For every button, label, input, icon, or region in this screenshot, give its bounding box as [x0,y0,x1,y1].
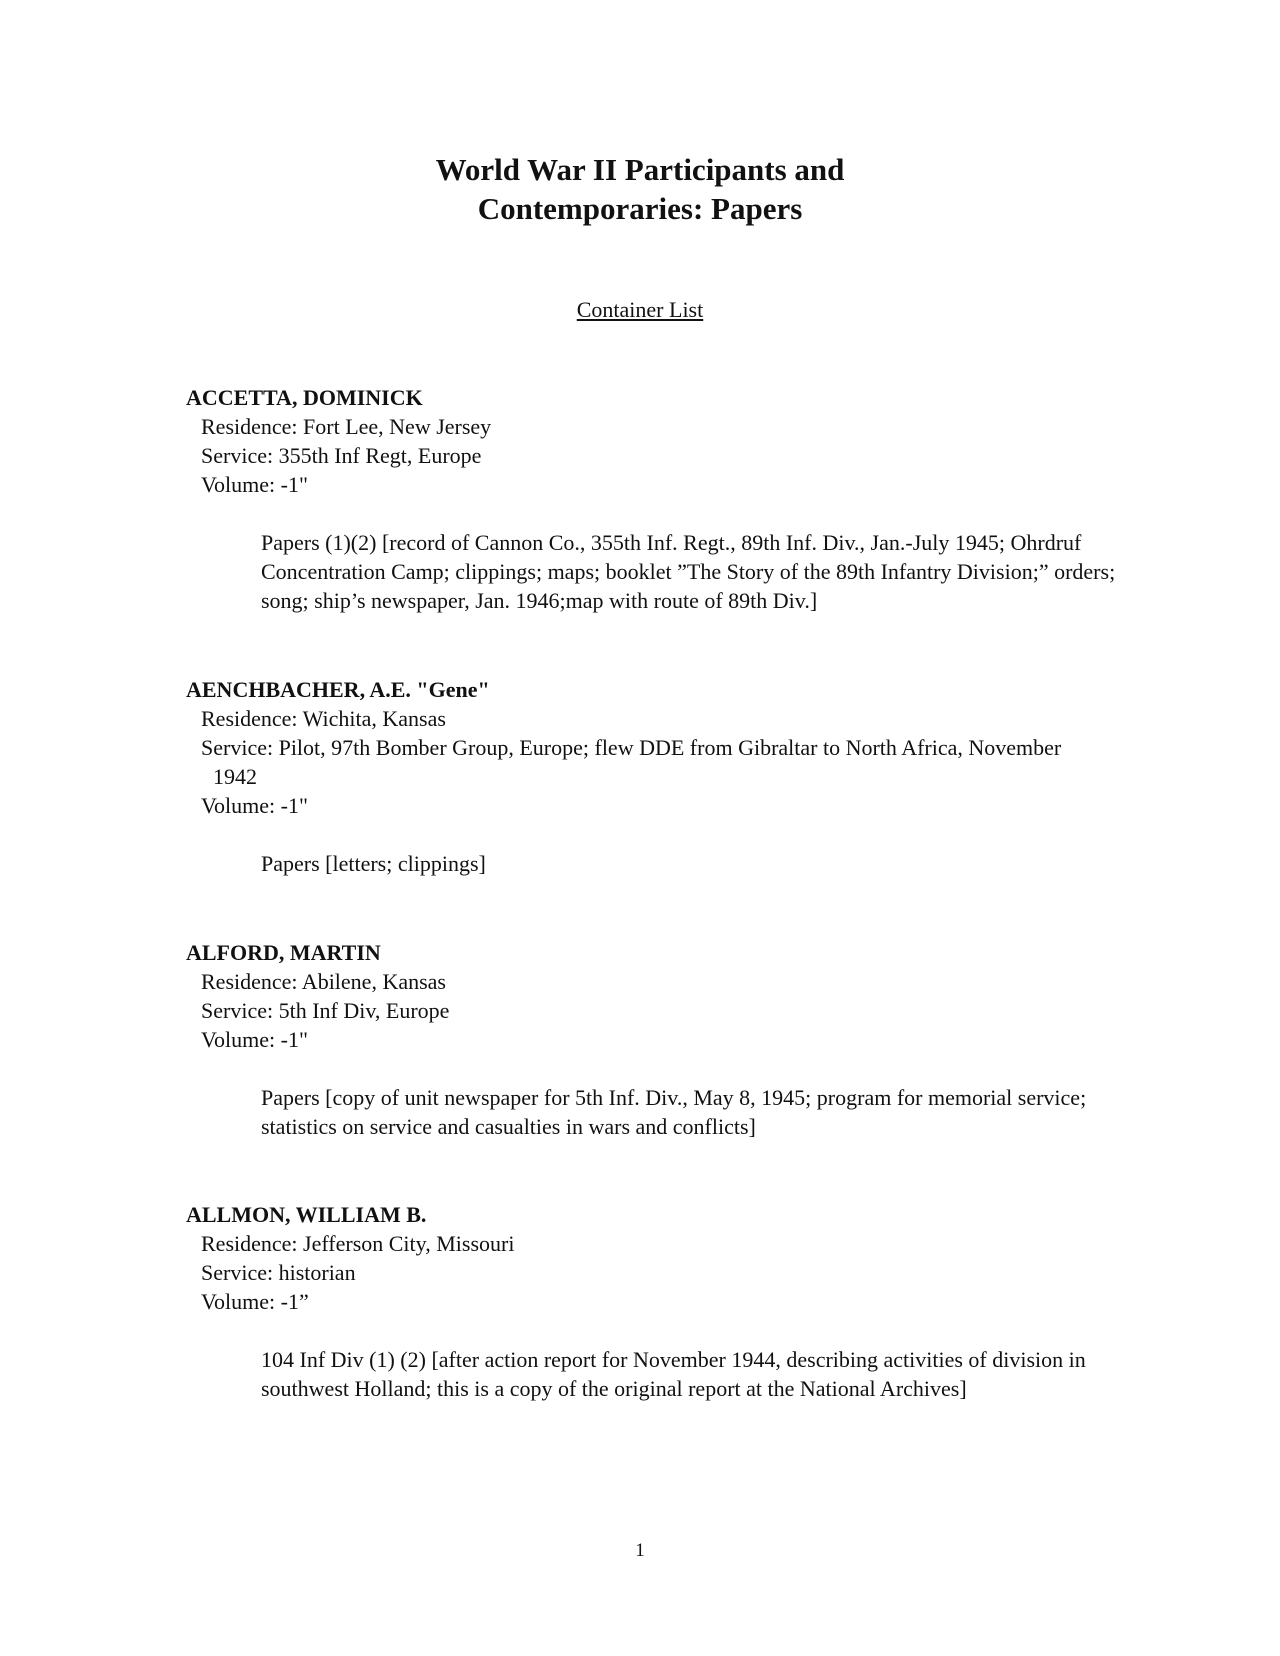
title-line-2: Contemporaries: Papers [477,191,803,226]
entry-allmon [186,1200,1146,1403]
entry-alford [186,938,1146,1141]
entry-description: Papers (1)(2) [record of Cannon Co., 355th Inf. Regt., 89th Inf. Div., Jan.-July 1945; Ohrdruf Concentration Camp; clippings; maps; booklet ”The Story of the 89th Infantry Division;” orders; song; ship’s newspaper, Jan. 1946;map with route of 89th Div.] [261,530,1116,613]
document-title [0,150,1280,228]
page-number: 1 [635,1540,645,1561]
entry-service: Service: Pilot, 97th Bomber Group, Europe; flew DDE from Gibraltar to North Africa, November 1942 [201,735,1062,789]
entry-service: Service: 5th Inf Div, Europe [201,998,450,1023]
entry-residence: Residence: Jefferson City, Missouri [201,1231,515,1256]
entry-aenchbacher [186,675,1146,878]
entry-description: 104 Inf Div (1) (2) [after action report for November 1944, describing activities of division in southwest Holland; this is a copy of the original report at the National Archives] [261,1347,1086,1401]
entry-volume: Volume: -1" [201,472,308,497]
entry-volume: Volume: -1” [201,1289,309,1314]
entry-accetta [186,383,1146,615]
title-line-1: World War II Participants and [435,152,845,187]
entry-residence: Residence: Fort Lee, New Jersey [201,414,492,439]
entry-description: Papers [letters; clippings] [261,851,486,876]
entry-description: Papers [copy of unit newspaper for 5th Inf. Div., May 8, 1945; program for memorial service; statistics on service and casualties in wars and conflicts] [261,1085,1087,1139]
entry-name: AENCHBACHER, A.E. "Gene" [186,677,490,702]
entry-name: ALLMON, WILLIAM B. [186,1202,427,1227]
entry-volume: Volume: -1" [201,1027,308,1052]
entry-volume: Volume: -1" [201,793,308,818]
container-list-heading: Container List [576,297,704,322]
entry-name: ALFORD, MARTIN [186,940,381,965]
entry-residence: Residence: Abilene, Kansas [201,969,446,994]
entry-name: ACCETTA, DOMINICK [186,385,423,410]
entry-residence: Residence: Wichita, Kansas [201,706,446,731]
entry-service: Service: historian [201,1260,356,1285]
entry-service: Service: 355th Inf Regt, Europe [201,443,482,468]
